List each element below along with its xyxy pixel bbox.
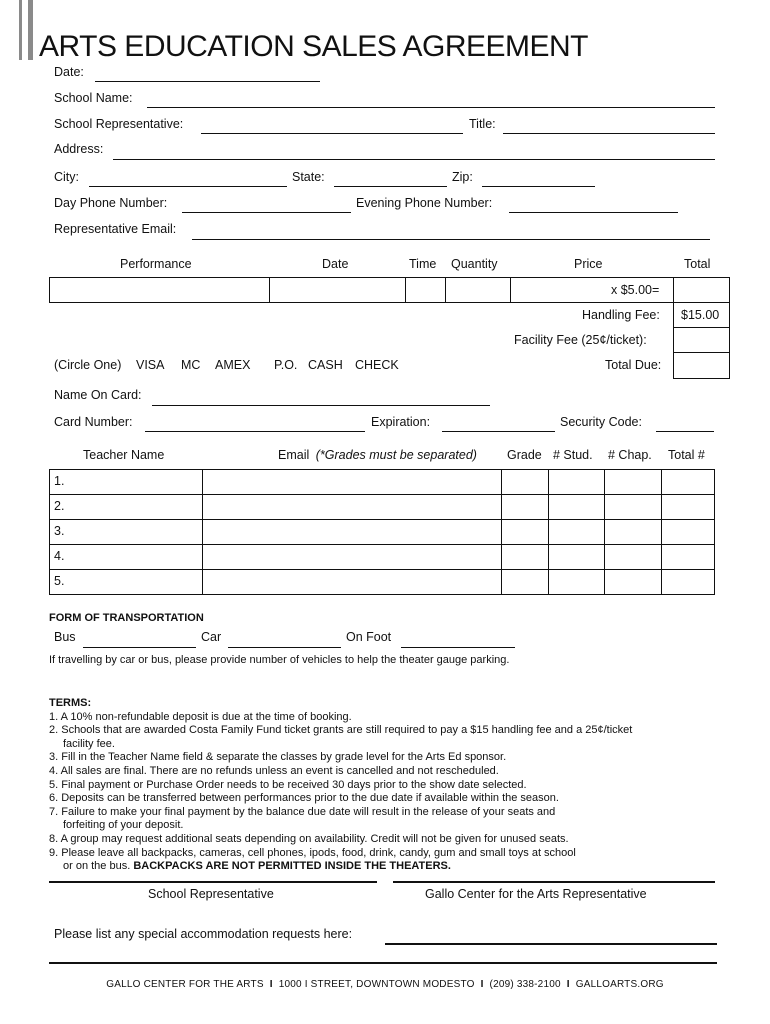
email-cell[interactable] bbox=[202, 519, 502, 545]
term-4: 4. All sales are final. There are no refunds unless an event is cancelled and not rescheduled. bbox=[49, 764, 499, 777]
price-text: x $5.00= bbox=[611, 283, 660, 297]
terms-heading: TERMS: bbox=[49, 697, 92, 709]
title-label: Title: bbox=[469, 117, 496, 131]
car-label: Car bbox=[201, 630, 222, 644]
chaperones-cell[interactable] bbox=[604, 569, 662, 595]
footer-phone: (209) 338-2100 bbox=[489, 979, 561, 990]
evening-phone-field[interactable] bbox=[509, 198, 678, 213]
chaperones-cell[interactable] bbox=[604, 544, 662, 570]
footer bbox=[0, 979, 770, 990]
row-number: 3. bbox=[54, 524, 65, 538]
on-foot-field[interactable] bbox=[401, 633, 515, 648]
term-2: 2. Schools that are awarded Costa Family Fund ticket grants are still required to pay a $15 handling fee and a 25¢/ticket bbox=[49, 724, 633, 737]
footer-separator: I bbox=[480, 979, 484, 990]
payment-mc[interactable]: MC bbox=[181, 358, 201, 372]
payment-circle-label: (Circle One) bbox=[54, 358, 122, 372]
security-code-label: Security Code: bbox=[560, 415, 642, 429]
term-7-cont: forfeiting of your deposit. bbox=[63, 819, 184, 832]
state-label: State: bbox=[292, 170, 325, 184]
header-grade: Grade bbox=[507, 448, 542, 462]
address-label: Address: bbox=[54, 142, 104, 156]
total-count-cell[interactable] bbox=[661, 519, 715, 545]
day-phone-field[interactable] bbox=[182, 198, 351, 213]
email-cell[interactable] bbox=[202, 544, 502, 570]
payment-po[interactable]: P.O. bbox=[274, 358, 298, 372]
card-number-label: Card Number: bbox=[54, 415, 133, 429]
performance-cell[interactable] bbox=[49, 277, 270, 303]
students-cell[interactable] bbox=[548, 519, 605, 545]
teacher-name-cell[interactable] bbox=[49, 469, 203, 495]
page-title: ARTS EDUCATION SALES AGREEMENT bbox=[39, 30, 589, 63]
expiration-label: Expiration: bbox=[371, 415, 431, 429]
header-total-count: Total # bbox=[668, 448, 705, 462]
footer-website[interactable]: GALLOARTS.ORG bbox=[575, 979, 664, 990]
date-field[interactable] bbox=[95, 67, 320, 82]
email-cell[interactable] bbox=[202, 494, 502, 520]
time-cell[interactable] bbox=[405, 277, 446, 303]
teacher-name-cell[interactable] bbox=[49, 519, 203, 545]
security-code-field[interactable] bbox=[656, 417, 714, 432]
header-quantity: Quantity bbox=[451, 257, 498, 271]
on-foot-label: On Foot bbox=[346, 630, 392, 644]
footer-divider bbox=[49, 962, 717, 964]
term-9-cont bbox=[49, 860, 729, 874]
header-price: Price bbox=[574, 257, 603, 271]
car-field[interactable] bbox=[228, 633, 341, 648]
bus-field[interactable] bbox=[83, 633, 196, 648]
email-cell[interactable] bbox=[202, 469, 502, 495]
teacher-name-cell[interactable] bbox=[49, 494, 203, 520]
accommodation-field[interactable] bbox=[385, 929, 717, 945]
day-phone-label: Day Phone Number: bbox=[54, 196, 168, 210]
header-total: Total bbox=[684, 257, 711, 271]
school-name-label: School Name: bbox=[54, 91, 133, 105]
name-on-card-label: Name On Card: bbox=[54, 388, 142, 402]
students-cell[interactable] bbox=[548, 494, 605, 520]
payment-amex[interactable]: AMEX bbox=[215, 358, 251, 372]
transportation-note: If travelling by car or bus, please provide number of vehicles to help the theater gauge parking. bbox=[49, 654, 510, 666]
term-2-cont: facility fee. bbox=[63, 737, 115, 750]
row-number: 5. bbox=[54, 574, 65, 588]
total-due-cell[interactable] bbox=[673, 352, 730, 379]
grade-cell[interactable] bbox=[501, 519, 549, 545]
gallo-rep-signature-line[interactable] bbox=[393, 881, 715, 883]
zip-label: Zip: bbox=[452, 170, 473, 184]
footer-org: GALLO CENTER FOR THE ARTS bbox=[106, 979, 264, 990]
school-rep-field[interactable] bbox=[201, 119, 463, 134]
header-email-note: (*Grades must be separated) bbox=[315, 448, 477, 462]
total-count-cell[interactable] bbox=[661, 469, 715, 495]
grade-cell[interactable] bbox=[501, 569, 549, 595]
payment-check[interactable]: CHECK bbox=[355, 358, 399, 372]
chaperones-cell[interactable] bbox=[604, 519, 662, 545]
payment-cash[interactable]: CASH bbox=[308, 358, 343, 372]
zip-field[interactable] bbox=[482, 172, 595, 187]
header-email-label: Email bbox=[278, 448, 310, 462]
total-count-cell[interactable] bbox=[661, 569, 715, 595]
students-cell[interactable] bbox=[548, 544, 605, 570]
school-name-field[interactable] bbox=[147, 93, 715, 108]
total-count-cell[interactable] bbox=[661, 494, 715, 520]
grade-cell[interactable] bbox=[501, 494, 549, 520]
expiration-field[interactable] bbox=[442, 417, 555, 432]
row-number: 2. bbox=[54, 499, 65, 513]
accommodation-label: Please list any special accommodation requests here: bbox=[54, 927, 353, 941]
chaperones-cell[interactable] bbox=[604, 494, 662, 520]
city-label: City: bbox=[54, 170, 79, 184]
state-field[interactable] bbox=[334, 172, 447, 187]
school-rep-label: School Representative: bbox=[54, 117, 184, 131]
decor-bar-2 bbox=[28, 0, 33, 60]
evening-phone-label: Evening Phone Number: bbox=[356, 196, 493, 210]
terms-section bbox=[49, 697, 729, 874]
row-number: 4. bbox=[54, 549, 65, 563]
school-rep-signature-label: School Representative bbox=[148, 887, 274, 901]
title-field[interactable] bbox=[503, 119, 715, 134]
teacher-name-cell[interactable] bbox=[49, 569, 203, 595]
gallo-rep-signature-label: Gallo Center for the Arts Representative bbox=[425, 887, 647, 901]
decor-bar-1 bbox=[19, 0, 22, 60]
header-date: Date bbox=[322, 257, 349, 271]
teacher-name-cell[interactable] bbox=[49, 544, 203, 570]
total-cell[interactable] bbox=[673, 277, 730, 303]
date-cell[interactable] bbox=[269, 277, 406, 303]
grade-cell[interactable] bbox=[501, 469, 549, 495]
name-on-card-field[interactable] bbox=[152, 391, 490, 406]
term-9-warning: BACKPACKS ARE NOT PERMITTED INSIDE THE THEATERS. bbox=[133, 860, 451, 873]
term-5: 5. Final payment or Purchase Order needs to be received 30 days prior to the show date selected. bbox=[49, 778, 527, 791]
total-count-cell[interactable] bbox=[661, 544, 715, 570]
header-performance: Performance bbox=[120, 257, 192, 271]
students-cell[interactable] bbox=[548, 569, 605, 595]
facility-fee-label: Facility Fee (25¢/ticket): bbox=[514, 333, 647, 347]
email-cell[interactable] bbox=[202, 569, 502, 595]
footer-separator: I bbox=[269, 979, 273, 990]
term-8: 8. A group may request additional seats depending on availability. Credit will not be given for unused seats. bbox=[49, 832, 569, 845]
header-time: Time bbox=[409, 257, 437, 271]
address-field[interactable] bbox=[113, 145, 715, 160]
term-7: 7. Failure to make your final payment by the balance due date will result in the release of your seats and bbox=[49, 805, 556, 818]
city-field[interactable] bbox=[89, 172, 287, 187]
header-chaperones: # Chap. bbox=[608, 448, 652, 462]
quantity-cell[interactable] bbox=[445, 277, 511, 303]
term-9: 9. Please leave all backpacks, cameras, cell phones, ipods, food, drink, candy, gum and small toys at school bbox=[49, 846, 576, 859]
handling-fee-label: Handling Fee: bbox=[582, 308, 660, 322]
facility-fee-cell[interactable] bbox=[673, 327, 730, 353]
footer-separator: I bbox=[566, 979, 570, 990]
card-number-field[interactable] bbox=[145, 417, 365, 432]
handling-fee-value: $15.00 bbox=[681, 308, 720, 322]
footer-address: 1000 I STREET, DOWNTOWN MODESTO bbox=[278, 979, 475, 990]
grade-cell[interactable] bbox=[501, 544, 549, 570]
term-9-text: or on the bus. bbox=[63, 860, 131, 873]
header-students: # Stud. bbox=[553, 448, 593, 462]
rep-email-label: Representative Email: bbox=[54, 222, 177, 236]
header-teacher-name: Teacher Name bbox=[83, 448, 165, 462]
header-email bbox=[278, 448, 477, 462]
school-rep-signature-line[interactable] bbox=[49, 881, 377, 883]
total-due-label: Total Due: bbox=[605, 358, 662, 372]
row-number: 1. bbox=[54, 474, 65, 488]
chaperones-cell[interactable] bbox=[604, 469, 662, 495]
rep-email-field[interactable] bbox=[192, 225, 710, 240]
payment-visa[interactable]: VISA bbox=[136, 358, 165, 372]
date-label: Date: bbox=[54, 65, 84, 79]
term-3: 3. Fill in the Teacher Name field & separate the classes by grade level for the Arts Ed sponsor. bbox=[49, 751, 507, 764]
bus-label: Bus bbox=[54, 630, 76, 644]
transportation-heading: FORM OF TRANSPORTATION bbox=[49, 612, 204, 624]
term-6: 6. Deposits can be transferred between performances prior to the due date if available within the season. bbox=[49, 792, 559, 805]
students-cell[interactable] bbox=[548, 469, 605, 495]
term-1: 1. A 10% non-refundable deposit is due at the time of booking. bbox=[49, 710, 352, 723]
